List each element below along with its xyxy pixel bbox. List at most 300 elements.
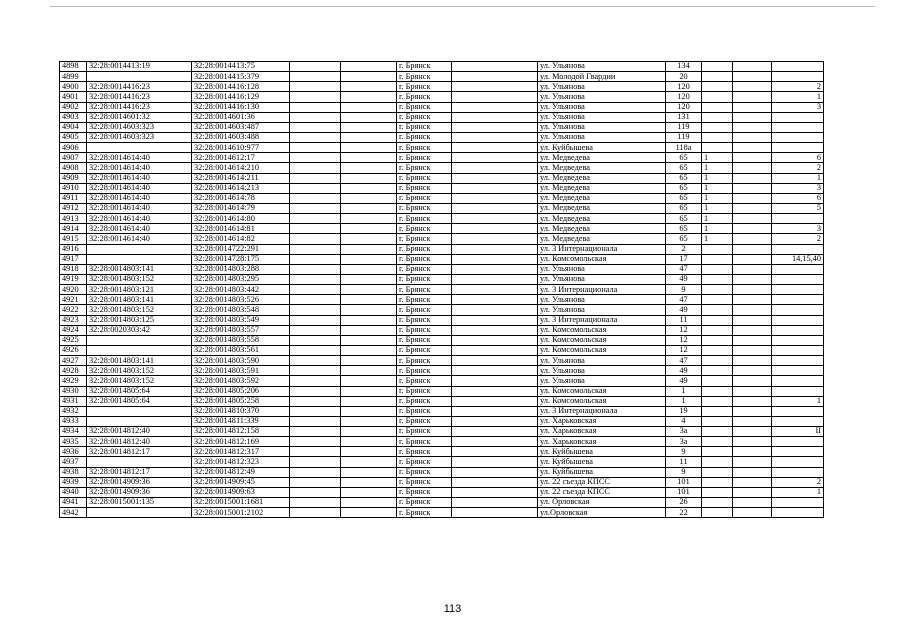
- cell-blank-column: [452, 274, 538, 284]
- cell-row-number: 4924: [60, 325, 87, 335]
- cell-blank-column: [733, 366, 772, 376]
- cell-blank-column: [452, 406, 538, 416]
- cell-blank-column: [452, 427, 538, 437]
- cell-blank-column: [733, 173, 772, 183]
- cell-street: ул. Медведева: [538, 224, 666, 234]
- cell-street: ул. Ульянова: [538, 305, 666, 315]
- table-row: [60, 193, 824, 203]
- cell-building-number: 1: [702, 234, 733, 244]
- cell-blank-column: [733, 406, 772, 416]
- cell-house-number: 47: [666, 295, 702, 305]
- cell-blank-column: [452, 477, 538, 487]
- cell-blank-column: [733, 62, 772, 72]
- cell-city: г. Брянск: [397, 437, 452, 447]
- cell-blank-column: [341, 143, 397, 153]
- cell-object-cadastral-number: 32:28:0014812:158: [192, 427, 290, 437]
- cell-apartment-number: [772, 498, 824, 508]
- cell-city: г. Брянск: [397, 82, 452, 92]
- table-row: [60, 325, 824, 335]
- cell-parcel-cadastral-number: 32:28:0014803:141: [87, 295, 192, 305]
- cell-blank-column: [733, 396, 772, 406]
- cell-apartment-number: [772, 345, 824, 355]
- cell-blank-column: [290, 366, 341, 376]
- cell-apartment-number: [772, 406, 824, 416]
- cell-blank-column: [452, 62, 538, 72]
- cell-object-cadastral-number: 32:28:0014416:129: [192, 92, 290, 102]
- cell-blank-column: [290, 416, 341, 426]
- table-row: [60, 508, 824, 518]
- cell-apartment-number: [772, 132, 824, 142]
- cell-apartment-number: 3: [772, 224, 824, 234]
- cell-house-number: 65: [666, 224, 702, 234]
- table-row: [60, 122, 824, 132]
- cell-house-number: 120: [666, 92, 702, 102]
- cell-object-cadastral-number: 32:28:0014614:82: [192, 234, 290, 244]
- cell-parcel-cadastral-number: 32:28:0014803:141: [87, 356, 192, 366]
- cell-city: г. Брянск: [397, 345, 452, 355]
- cell-street: ул. Ульянова: [538, 122, 666, 132]
- cell-parcel-cadastral-number: 32:28:0014603:323: [87, 132, 192, 142]
- cell-blank-column: [341, 325, 397, 335]
- cell-apartment-number: [772, 356, 824, 366]
- cell-city: г. Брянск: [397, 173, 452, 183]
- cell-parcel-cadastral-number: 32:28:0014614:40: [87, 203, 192, 213]
- cell-row-number: 4925: [60, 335, 87, 345]
- cell-blank-column: [452, 214, 538, 224]
- cell-parcel-cadastral-number: [87, 345, 192, 355]
- cell-city: г. Брянск: [397, 92, 452, 102]
- cell-building-number: [702, 122, 733, 132]
- cell-object-cadastral-number: 32:28:0014803:592: [192, 376, 290, 386]
- cell-house-number: 101: [666, 487, 702, 497]
- cell-blank-column: [290, 396, 341, 406]
- cell-apartment-number: [772, 305, 824, 315]
- cell-blank-column: [452, 508, 538, 518]
- cell-blank-column: [452, 264, 538, 274]
- cell-street: ул. 3 Интернационала: [538, 285, 666, 295]
- cell-row-number: 4940: [60, 487, 87, 497]
- cell-row-number: 4913: [60, 214, 87, 224]
- cell-row-number: 4915: [60, 234, 87, 244]
- cell-blank-column: [733, 345, 772, 355]
- cell-building-number: [702, 447, 733, 457]
- cell-parcel-cadastral-number: 32:28:0014909:36: [87, 487, 192, 497]
- cell-blank-column: [341, 203, 397, 213]
- table-row: [60, 224, 824, 234]
- table-row: [60, 427, 824, 437]
- cell-blank-column: [733, 92, 772, 102]
- cell-building-number: [702, 345, 733, 355]
- cell-house-number: 131: [666, 112, 702, 122]
- cell-object-cadastral-number: 32:28:0014803:558: [192, 335, 290, 345]
- cell-blank-column: [290, 264, 341, 274]
- table-row: [60, 72, 824, 82]
- cell-blank-column: [733, 305, 772, 315]
- cell-blank-column: [733, 72, 772, 82]
- cell-parcel-cadastral-number: 32:28:0014614:40: [87, 234, 192, 244]
- cell-row-number: 4934: [60, 427, 87, 437]
- cell-blank-column: [341, 508, 397, 518]
- cell-parcel-cadastral-number: 32:28:0014812:40: [87, 427, 192, 437]
- cell-blank-column: [733, 427, 772, 437]
- cell-parcel-cadastral-number: [87, 143, 192, 153]
- table-row: [60, 254, 824, 264]
- cell-object-cadastral-number: 32:28:0014603:488: [192, 132, 290, 142]
- cell-city: г. Брянск: [397, 376, 452, 386]
- cell-blank-column: [341, 315, 397, 325]
- cell-blank-column: [341, 467, 397, 477]
- cell-parcel-cadastral-number: [87, 416, 192, 426]
- cell-building-number: [702, 457, 733, 467]
- cell-building-number: [702, 376, 733, 386]
- cell-blank-column: [452, 366, 538, 376]
- cell-blank-column: [290, 102, 341, 112]
- cell-house-number: 3а: [666, 427, 702, 437]
- cell-blank-column: [290, 163, 341, 173]
- cell-house-number: 4: [666, 416, 702, 426]
- cell-city: г. Брянск: [397, 386, 452, 396]
- cell-row-number: 4911: [60, 193, 87, 203]
- cell-blank-column: [341, 386, 397, 396]
- cell-blank-column: [452, 376, 538, 386]
- cell-apartment-number: [772, 214, 824, 224]
- cell-object-cadastral-number: 32:28:0014728:175: [192, 254, 290, 264]
- cell-parcel-cadastral-number: 32:28:0014803:152: [87, 305, 192, 315]
- table-row: [60, 183, 824, 193]
- cell-building-number: [702, 264, 733, 274]
- cell-street: ул. Медведева: [538, 163, 666, 173]
- cell-street: ул. Харьковская: [538, 437, 666, 447]
- cell-city: г. Брянск: [397, 244, 452, 254]
- cell-street: ул. Ульянова: [538, 295, 666, 305]
- table-row: [60, 234, 824, 244]
- cell-object-cadastral-number: 32:28:0014416:128: [192, 82, 290, 92]
- cell-row-number: 4937: [60, 457, 87, 467]
- cell-street: ул. Ульянова: [538, 132, 666, 142]
- cell-city: г. Брянск: [397, 335, 452, 345]
- cell-parcel-cadastral-number: [87, 508, 192, 518]
- cell-apartment-number: [772, 143, 824, 153]
- cell-street: ул. Медведева: [538, 153, 666, 163]
- cell-blank-column: [452, 193, 538, 203]
- table-row: [60, 92, 824, 102]
- cell-blank-column: [733, 437, 772, 447]
- cell-building-number: [702, 396, 733, 406]
- cell-blank-column: [341, 437, 397, 447]
- cell-house-number: 2: [666, 244, 702, 254]
- cell-object-cadastral-number: 32:28:0014612:17: [192, 153, 290, 163]
- cell-apartment-number: [772, 335, 824, 345]
- cell-building-number: 1: [702, 193, 733, 203]
- cell-row-number: 4910: [60, 183, 87, 193]
- cell-blank-column: [452, 335, 538, 345]
- cell-row-number: 4905: [60, 132, 87, 142]
- cell-city: г. Брянск: [397, 183, 452, 193]
- cell-parcel-cadastral-number: 32:28:0014803:125: [87, 315, 192, 325]
- table-row: [60, 295, 824, 305]
- cell-parcel-cadastral-number: 32:28:0020303:42: [87, 325, 192, 335]
- cell-object-cadastral-number: 32:28:0014803:288: [192, 264, 290, 274]
- cell-blank-column: [290, 244, 341, 254]
- cell-blank-column: [341, 92, 397, 102]
- cell-object-cadastral-number: 32:28:0014722:291: [192, 244, 290, 254]
- cell-row-number: 4898: [60, 62, 87, 72]
- cell-blank-column: [341, 163, 397, 173]
- cell-building-number: [702, 285, 733, 295]
- cell-building-number: [702, 274, 733, 284]
- cell-street: ул. 3 Интернационала: [538, 315, 666, 325]
- cell-city: г. Брянск: [397, 406, 452, 416]
- cell-street: ул. Ульянова: [538, 274, 666, 284]
- cell-street: ул. Медведева: [538, 234, 666, 244]
- cell-apartment-number: 3: [772, 183, 824, 193]
- cell-city: г. Брянск: [397, 427, 452, 437]
- cell-building-number: [702, 498, 733, 508]
- cell-parcel-cadastral-number: 32:28:0014812:17: [87, 447, 192, 457]
- cell-row-number: 4928: [60, 366, 87, 376]
- cell-row-number: 4919: [60, 274, 87, 284]
- cell-parcel-cadastral-number: 32:28:0014803:152: [87, 274, 192, 284]
- cell-apartment-number: 1: [772, 173, 824, 183]
- cell-parcel-cadastral-number: 32:28:0014614:40: [87, 193, 192, 203]
- cell-object-cadastral-number: 32:28:0014614:211: [192, 173, 290, 183]
- cell-object-cadastral-number: 32:28:0014803:591: [192, 366, 290, 376]
- cell-blank-column: [341, 345, 397, 355]
- cell-house-number: 3а: [666, 437, 702, 447]
- cell-parcel-cadastral-number: 32:28:0014413:19: [87, 62, 192, 72]
- cell-row-number: 4941: [60, 498, 87, 508]
- cell-blank-column: [341, 376, 397, 386]
- cell-blank-column: [290, 112, 341, 122]
- cell-blank-column: [290, 274, 341, 284]
- cell-row-number: 4900: [60, 82, 87, 92]
- cell-row-number: 4899: [60, 72, 87, 82]
- cell-blank-column: [290, 132, 341, 142]
- cell-building-number: [702, 335, 733, 345]
- cell-street: ул. Харьковская: [538, 416, 666, 426]
- cell-building-number: [702, 416, 733, 426]
- cell-apartment-number: 14,15,40: [772, 254, 824, 264]
- cell-blank-column: [452, 122, 538, 132]
- cell-object-cadastral-number: 32:28:0014601:36: [192, 112, 290, 122]
- cell-building-number: [702, 508, 733, 518]
- cell-blank-column: [341, 457, 397, 467]
- cell-apartment-number: [772, 295, 824, 305]
- cell-city: г. Брянск: [397, 132, 452, 142]
- table-row: [60, 487, 824, 497]
- cell-city: г. Брянск: [397, 366, 452, 376]
- table-row: [60, 498, 824, 508]
- cell-house-number: 49: [666, 305, 702, 315]
- cell-city: г. Брянск: [397, 325, 452, 335]
- cell-street: ул. Комсомольская: [538, 386, 666, 396]
- cell-blank-column: [452, 295, 538, 305]
- cell-row-number: 4926: [60, 345, 87, 355]
- cell-blank-column: [290, 406, 341, 416]
- cell-house-number: 9: [666, 285, 702, 295]
- cell-apartment-number: [772, 72, 824, 82]
- cell-street: ул. Ульянова: [538, 82, 666, 92]
- cell-street: ул. Медведева: [538, 193, 666, 203]
- cell-object-cadastral-number: 32:28:0014812:169: [192, 437, 290, 447]
- cell-blank-column: [341, 274, 397, 284]
- cell-blank-column: [341, 112, 397, 122]
- cell-street: ул. Комсомольская: [538, 345, 666, 355]
- cell-blank-column: [733, 457, 772, 467]
- cell-blank-column: [290, 72, 341, 82]
- cell-row-number: 4920: [60, 285, 87, 295]
- cell-blank-column: [733, 224, 772, 234]
- cell-object-cadastral-number: 32:28:0014413:75: [192, 62, 290, 72]
- cell-street: ул. Медведева: [538, 173, 666, 183]
- cell-city: г. Брянск: [397, 487, 452, 497]
- cell-street: ул. Молодой Гвардии: [538, 72, 666, 82]
- cell-house-number: 65: [666, 173, 702, 183]
- cell-house-number: 20: [666, 72, 702, 82]
- table-row: [60, 173, 824, 183]
- cell-parcel-cadastral-number: 32:28:0014614:40: [87, 183, 192, 193]
- cell-blank-column: [733, 467, 772, 477]
- cell-parcel-cadastral-number: 32:28:0014812:40: [87, 437, 192, 447]
- cell-blank-column: [452, 244, 538, 254]
- cell-building-number: [702, 82, 733, 92]
- cell-building-number: [702, 295, 733, 305]
- cell-blank-column: [452, 437, 538, 447]
- cell-blank-column: [341, 82, 397, 92]
- cell-blank-column: [452, 498, 538, 508]
- cell-city: г. Брянск: [397, 234, 452, 244]
- cell-blank-column: [733, 132, 772, 142]
- cell-blank-column: [452, 396, 538, 406]
- table-row: [60, 274, 824, 284]
- cell-building-number: 1: [702, 153, 733, 163]
- cell-building-number: [702, 325, 733, 335]
- cell-house-number: 120: [666, 82, 702, 92]
- table-row: [60, 82, 824, 92]
- cell-blank-column: [290, 82, 341, 92]
- cell-blank-column: [341, 72, 397, 82]
- cell-city: г. Брянск: [397, 356, 452, 366]
- cell-city: г. Брянск: [397, 203, 452, 213]
- cell-row-number: 4902: [60, 102, 87, 112]
- cell-apartment-number: 1: [772, 487, 824, 497]
- cell-blank-column: [290, 193, 341, 203]
- page-number: 113: [443, 603, 462, 615]
- cell-building-number: [702, 244, 733, 254]
- cell-building-number: [702, 92, 733, 102]
- cell-street: ул. 22 съезда КПСС: [538, 477, 666, 487]
- table-row: [60, 315, 824, 325]
- cell-building-number: [702, 132, 733, 142]
- cell-street: ул. Медведева: [538, 183, 666, 193]
- cell-blank-column: [290, 447, 341, 457]
- table-row: [60, 244, 824, 254]
- cell-blank-column: [733, 254, 772, 264]
- cell-row-number: 4908: [60, 163, 87, 173]
- cell-object-cadastral-number: 32:28:0014415:379: [192, 72, 290, 82]
- cell-house-number: 65: [666, 234, 702, 244]
- cell-blank-column: [341, 254, 397, 264]
- cell-blank-column: [452, 315, 538, 325]
- table-row: [60, 305, 824, 315]
- cell-apartment-number: [772, 386, 824, 396]
- cell-city: г. Брянск: [397, 396, 452, 406]
- cell-blank-column: [452, 82, 538, 92]
- cell-blank-column: [733, 112, 772, 122]
- cell-house-number: 12: [666, 335, 702, 345]
- cell-blank-column: [290, 224, 341, 234]
- cell-blank-column: [341, 193, 397, 203]
- cell-building-number: [702, 356, 733, 366]
- cell-object-cadastral-number: 32:28:0014803:442: [192, 285, 290, 295]
- cell-blank-column: [452, 345, 538, 355]
- cell-building-number: 1: [702, 203, 733, 213]
- cell-city: г. Брянск: [397, 295, 452, 305]
- cell-house-number: 9: [666, 467, 702, 477]
- cell-apartment-number: [772, 447, 824, 457]
- cell-blank-column: [341, 477, 397, 487]
- cell-parcel-cadastral-number: 32:28:0014803:152: [87, 376, 192, 386]
- cell-building-number: [702, 305, 733, 315]
- cell-blank-column: [341, 62, 397, 72]
- cell-street: ул. Куйбышева: [538, 447, 666, 457]
- cell-apartment-number: [772, 416, 824, 426]
- cell-row-number: 4906: [60, 143, 87, 153]
- table-row: [60, 285, 824, 295]
- cell-city: г. Брянск: [397, 467, 452, 477]
- cell-blank-column: [452, 254, 538, 264]
- cell-blank-column: [733, 143, 772, 153]
- register-table: [59, 61, 824, 518]
- cell-parcel-cadastral-number: [87, 72, 192, 82]
- cell-house-number: 11: [666, 457, 702, 467]
- cell-street: ул. Харьковская: [538, 427, 666, 437]
- cell-row-number: 4903: [60, 112, 87, 122]
- cell-street: ул. Ульянова: [538, 112, 666, 122]
- cell-city: г. Брянск: [397, 72, 452, 82]
- cell-city: г. Брянск: [397, 264, 452, 274]
- cell-row-number: 4907: [60, 153, 87, 163]
- cell-row-number: 4933: [60, 416, 87, 426]
- table-row: [60, 477, 824, 487]
- cell-row-number: 4917: [60, 254, 87, 264]
- cell-object-cadastral-number: 32:28:0014803:561: [192, 345, 290, 355]
- cell-apartment-number: [772, 508, 824, 518]
- cell-building-number: [702, 477, 733, 487]
- cell-apartment-number: [772, 437, 824, 447]
- cell-parcel-cadastral-number: 32:28:0014416:23: [87, 92, 192, 102]
- cell-blank-column: [733, 335, 772, 345]
- cell-blank-column: [341, 122, 397, 132]
- cell-apartment-number: [772, 376, 824, 386]
- cell-building-number: [702, 366, 733, 376]
- cell-blank-column: [341, 487, 397, 497]
- cell-blank-column: [452, 183, 538, 193]
- cell-blank-column: [733, 163, 772, 173]
- cell-parcel-cadastral-number: 32:28:0015001:135: [87, 498, 192, 508]
- cell-blank-column: [290, 214, 341, 224]
- cell-parcel-cadastral-number: [87, 457, 192, 467]
- cell-blank-column: [733, 214, 772, 224]
- cell-street: ул. Комсомольская: [538, 254, 666, 264]
- cell-object-cadastral-number: 32:28:0014805:258: [192, 396, 290, 406]
- cell-blank-column: [733, 508, 772, 518]
- cell-blank-column: [341, 214, 397, 224]
- cell-apartment-number: [772, 122, 824, 132]
- cell-blank-column: [733, 325, 772, 335]
- cell-street: ул. Орловская: [538, 498, 666, 508]
- cell-blank-column: [452, 203, 538, 213]
